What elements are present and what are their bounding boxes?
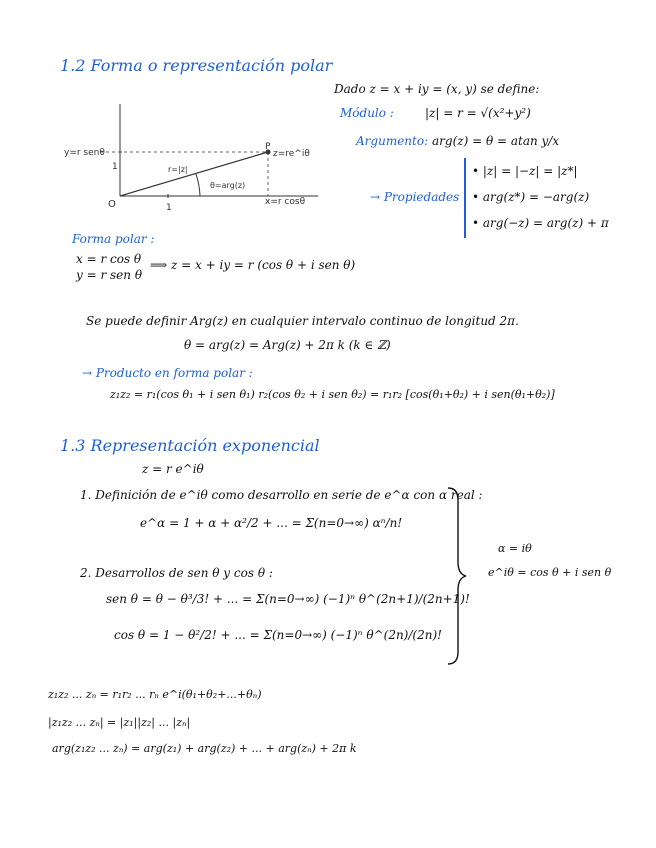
angle-arc	[196, 174, 200, 196]
property-2: • arg(z*) = −arg(z)	[472, 190, 590, 204]
arg-equation: θ = arg(z) = Arg(z) + 2π k (k ∈ ℤ)	[184, 338, 391, 352]
producto-polar-label: → Producto en forma polar :	[82, 366, 253, 380]
forma-polar-label: Forma polar :	[72, 232, 155, 246]
z-polar-eq: ⟹ z = x + iy = r (cos θ + i sen θ)	[150, 258, 356, 272]
propiedades-label: → Propiedades	[370, 190, 460, 204]
euler-formula: e^iθ = cos θ + i sen θ	[488, 566, 612, 579]
y-polar-eq: y = r sen θ	[76, 268, 143, 282]
diagram-p-label: P	[265, 142, 271, 152]
item-1-definition: 1. Definición de e^iθ como desarrollo en serie de e^α con α real :	[80, 488, 483, 502]
given-definition: Dado z = x + iy = (x, y) se define:	[334, 82, 540, 96]
z-exponential: z = r e^iθ	[142, 462, 204, 476]
producto-polar-eq: z₁z₂ = r₁(cos θ₁ + i sen θ₁) r₂(cos θ₂ + i sen θ₂) = r₁r₂ [cos(θ₁+θ₂) + i sen(θ₁+θ₂)]	[110, 388, 555, 401]
section-1-3-heading: 1.3 Representación exponencial	[60, 436, 320, 455]
e-alpha-series: e^α = 1 + α + α²/2 + ... = Σ(n=0→∞) αⁿ/n!	[140, 516, 403, 530]
polar-diagram	[60, 96, 320, 226]
property-3: • arg(−z) = arg(z) + π	[472, 216, 609, 230]
diagram-tick-y-label: 1	[112, 162, 118, 172]
argument-n-formula: arg(z₁z₂ ... zₙ) = arg(z₁) + arg(z₂) + ... + arg(zₙ) + 2π k	[52, 742, 357, 755]
property-1: • |z| = |−z| = |z*|	[472, 164, 578, 178]
product-n-formula: z₁z₂ ... zₙ = r₁r₂ ... rₙ e^i(θ₁+θ₂+...+θₙ)	[48, 688, 262, 701]
diagram-origin-label: O	[108, 199, 116, 210]
diagram-y-label: y=r senθ	[64, 148, 105, 158]
cos-series: cos θ = 1 − θ²/2! + ... = Σ(n=0→∞) (−1)ⁿ θ^(2n)/(2n)!	[114, 628, 442, 642]
diagram-tick-x-label: 1	[166, 203, 172, 213]
section-1-2-heading: 1.2 Forma o representación polar	[60, 56, 333, 75]
radius-vector	[120, 152, 268, 196]
modulo-label: Módulo :	[340, 106, 394, 120]
propiedades-bar	[464, 158, 466, 238]
sen-series: sen θ = θ − θ³/3! + ... = Σ(n=0→∞) (−1)ⁿ θ^(2n+1)/(2n+1)!	[106, 592, 470, 606]
modulo-formula: |z| = r = √(x²+y²)	[425, 106, 531, 120]
argumento-formula: arg(z) = θ = atan y/x	[432, 134, 560, 148]
right-brace	[444, 486, 470, 666]
diagram-x-label: x=r cosθ	[265, 197, 306, 207]
diagram-theta-label: θ=arg(z)	[210, 181, 246, 190]
x-polar-eq: x = r cos θ	[76, 252, 142, 266]
diagram-r-label: r=|z|	[168, 165, 188, 174]
argumento-label: Argumento:	[356, 134, 429, 148]
modulus-n-formula: |z₁z₂ ... zₙ| = |z₁||z₂| ... |zₙ|	[48, 716, 191, 729]
item-2-developments: 2. Desarrollos de sen θ y cos θ :	[80, 566, 273, 580]
alpha-i-theta: α = iθ	[498, 542, 532, 555]
diagram-z-label: z=re^iθ	[273, 149, 310, 159]
arg-interval-note: Se puede definir Arg(z) en cualquier intervalo continuo de longitud 2π.	[86, 314, 519, 328]
